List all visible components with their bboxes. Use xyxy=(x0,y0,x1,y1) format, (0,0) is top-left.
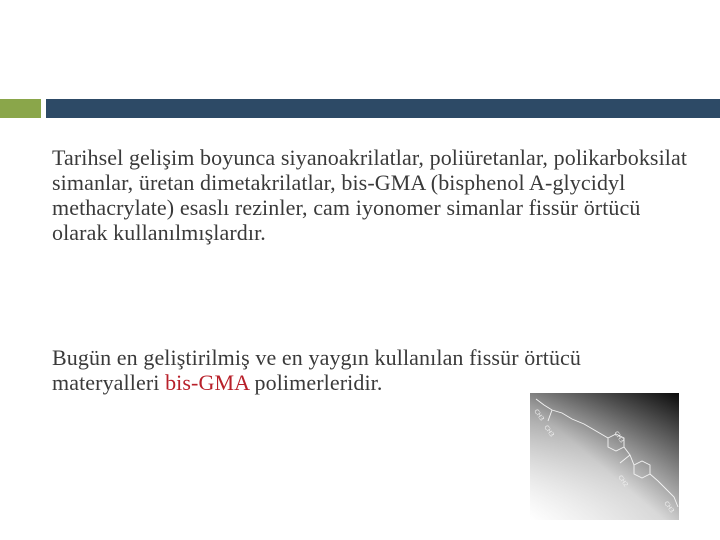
paragraph-today-text: Bugün en geliştirilmiş ve en yaygın kullanılan fissür örtücü materyalleri xyxy=(52,345,582,395)
bis-gma-molecule-image xyxy=(530,393,679,520)
paragraph-history: Tarihsel gelişim boyunca siyanoakrilatlar, poliüretanlar, polikarboksilat simanlar, üretan dimetakrilatlar, bis-GMA (bisphenol A-glycidyl methacrylate) esaslı rezinler, cam iyonomer simanlar fissür örtücü olarak kullanılmışlardır. xyxy=(52,145,688,245)
molecule-structure-svg xyxy=(530,393,679,520)
paragraph-today-end: polimerleridir. xyxy=(248,370,383,395)
paragraph-today xyxy=(52,345,692,395)
molecule-label: CH3 xyxy=(612,430,626,445)
molecule-label: CH3 xyxy=(542,424,556,439)
accent-bar-navy xyxy=(46,99,720,118)
molecule-label: CH3 xyxy=(662,500,676,515)
bis-gma-highlight: bis-GMA xyxy=(165,370,249,395)
molecule-label: CH3 xyxy=(532,408,546,423)
accent-bar-green xyxy=(0,99,41,118)
molecule-label: CH2 xyxy=(616,474,630,489)
